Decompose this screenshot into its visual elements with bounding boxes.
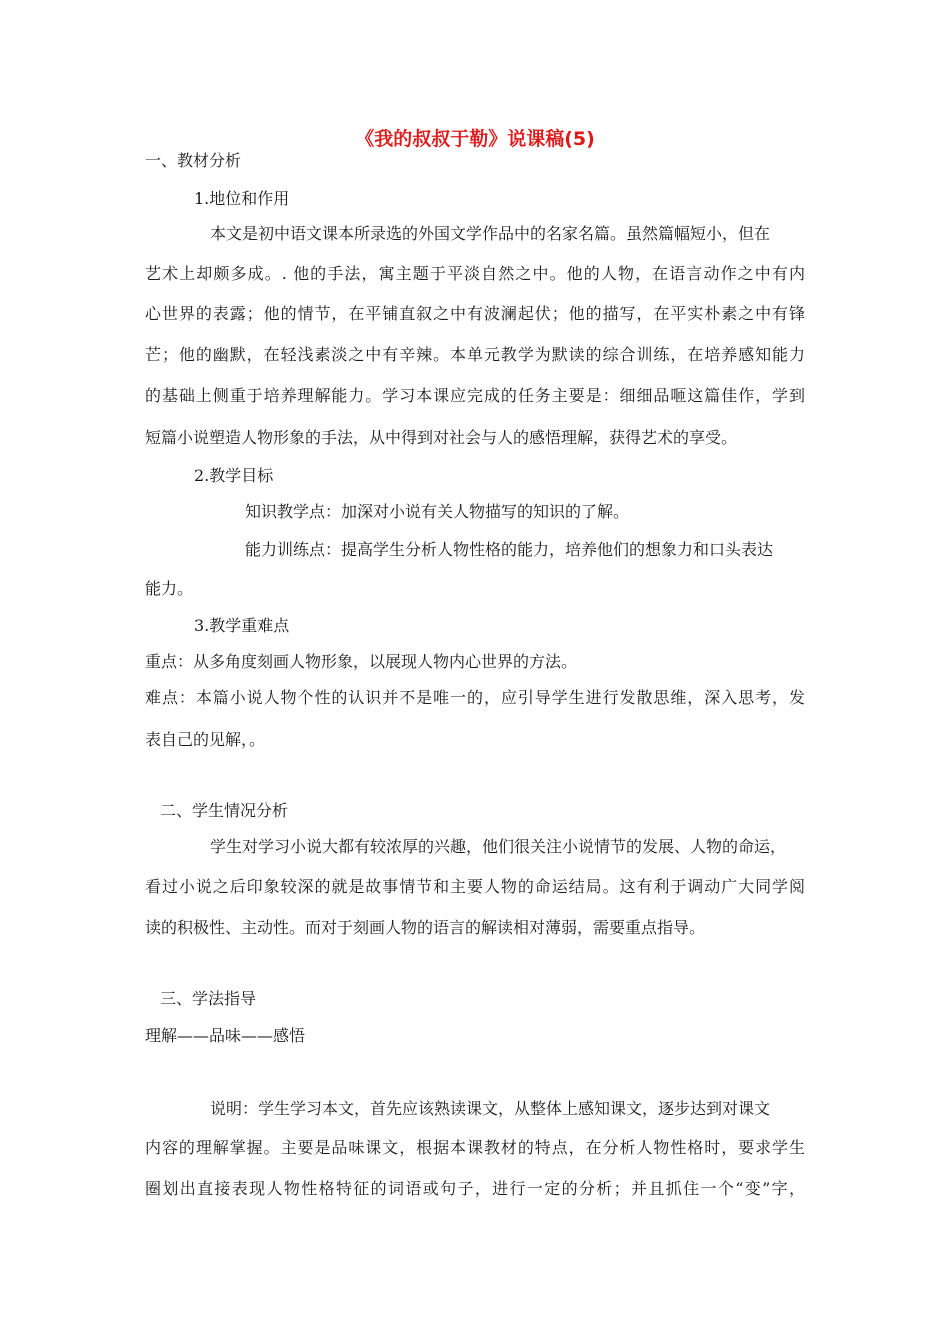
difficulty-line1: 难点：本篇小说人物个性的认识并不是唯一的，应引导学生进行发散思维，深入思考，发 <box>145 688 805 707</box>
subsection-1-heading: 1.地位和作用 <box>194 189 290 208</box>
section-3-heading: 三、学法指导 <box>160 989 257 1008</box>
section-1-heading: 一、教材分析 <box>145 151 242 170</box>
difficulty-line2: 表自己的见解，。 <box>145 730 266 749</box>
para3-line3: 圈划出直接表现人物性格特征的词语或句子，进行一定的分析；并且抓住一个“变”字， <box>145 1179 805 1198</box>
subsection-2-heading: 2.教学目标 <box>194 466 274 485</box>
para2-line2: 看过小说之后印象较深的就是故事情节和主要人物的命运结局。这有利于调动广大同学阅 <box>145 877 805 896</box>
goal-ability-line2: 能力。 <box>145 579 194 598</box>
para1-line3: 心世界的表露；他的情节，在平铺直叙之中有波澜起伏；他的描写，在平实朴素之中有锋 <box>145 304 805 323</box>
para1-line6: 短篇小说塑造人物形象的手法，从中得到对社会与人的感悟理解，获得艺术的享受。 <box>145 428 738 447</box>
document-title: 《我的叔叔于勒》说课稿(5) <box>355 128 595 150</box>
para1-line5: 的基础上侧重于培养理解能力。学习本课应完成的任务主要是：细细品咂这篇佳作，学到 <box>145 386 805 405</box>
goal-knowledge: 知识教学点：加深对小说有关人物描写的知识的了解。 <box>245 502 630 521</box>
method-flow: 理解——品味——感悟 <box>145 1026 306 1045</box>
para2-line1: 学生对学习小说大都有较浓厚的兴趣，他们很关注小说情节的发展、人物的命运， <box>210 837 787 856</box>
para3-line1: 说明：学生学习本文，首先应该熟读课文，从整体上感知课文，逐步达到对课文 <box>210 1099 771 1118</box>
section-2-heading: 二、学生情况分析 <box>160 801 289 820</box>
goal-ability-line1: 能力训练点：提高学生分析人物性格的能力，培养他们的想象力和口头表达 <box>245 540 774 559</box>
para1-line1: 本文是初中语文课本所录选的外国文学作品中的名家名篇。虽然篇幅短小，但在 <box>210 224 771 243</box>
para3-line2: 内容的理解掌握。主要是品味课文，根据本课教材的特点，在分析人物性格时，要求学生 <box>145 1138 805 1157</box>
key-point: 重点：从多角度刻画人物形象，以展现人物内心世界的方法。 <box>145 652 578 671</box>
para1-line4: 芒；他的幽默，在轻浅素淡之中有辛辣。本单元教学为默读的综合训练，在培养感知能力 <box>145 345 805 364</box>
para1-line2: 艺术上却颇多成。. 他的手法，寓主题于平淡自然之中。他的人物，在语言动作之中有内 <box>145 264 805 283</box>
subsection-3-heading: 3.教学重难点 <box>194 616 290 635</box>
para2-line3: 读的积极性、主动性。而对于刻画人物的语言的解读相对薄弱，需要重点指导。 <box>145 918 706 937</box>
